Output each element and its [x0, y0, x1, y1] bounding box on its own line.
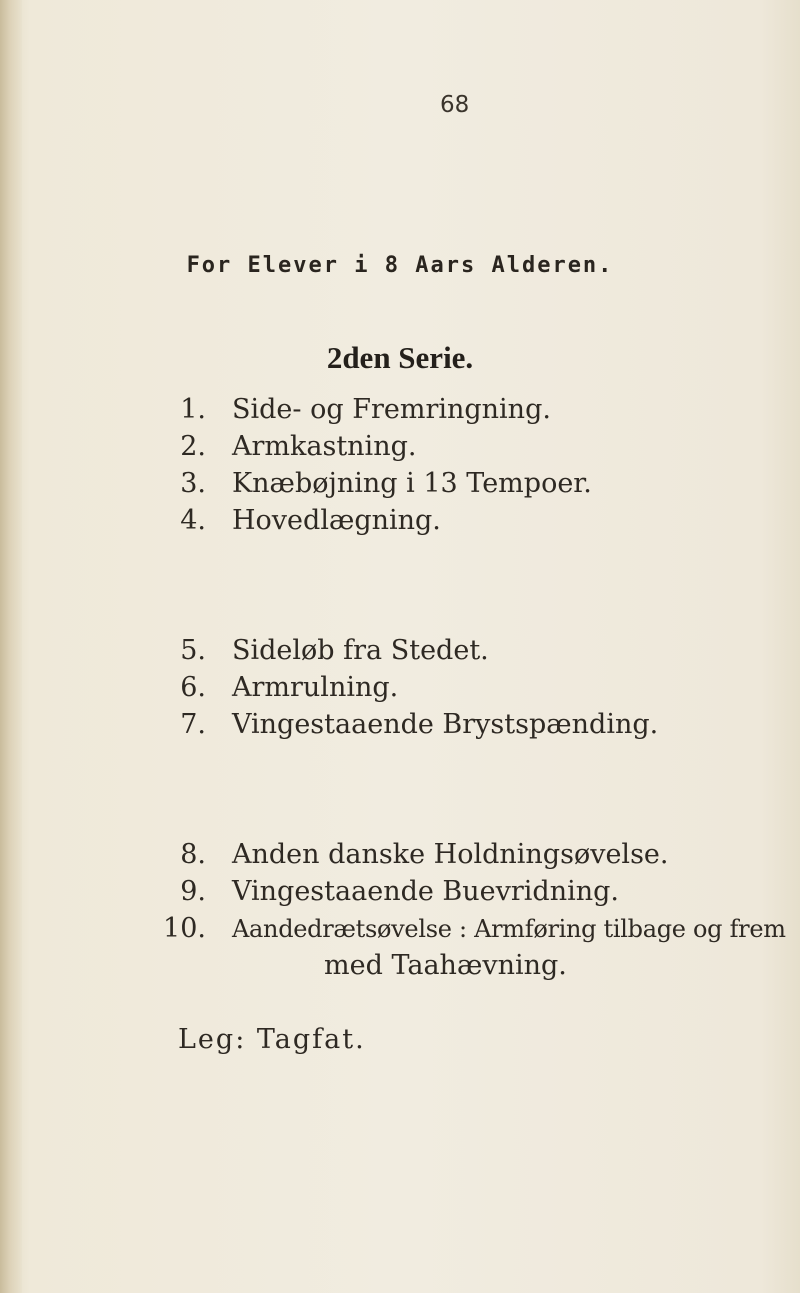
item-text: Armrulning.: [232, 672, 399, 703]
item-number: 8.: [180, 839, 206, 870]
item-text: Vingestaaende Buevridning.: [232, 876, 619, 907]
item-number: 2.: [180, 431, 206, 462]
item-number: 4.: [180, 505, 206, 536]
item-text: Knæbøjning i 13 Tempoer.: [232, 468, 592, 499]
leg-line: Leg: Tagfat.: [178, 1024, 366, 1055]
item-text: Sideløb fra Stedet.: [232, 635, 489, 666]
page-spine: [0, 0, 22, 1293]
item-text: Anden danske Holdningsøvelse.: [232, 839, 669, 870]
page-number: 68: [440, 92, 470, 118]
series-heading: 2den Serie.: [326, 340, 474, 375]
item-number: 1.: [180, 394, 206, 425]
item-number: 6.: [180, 672, 206, 703]
item-number: 7.: [180, 709, 206, 740]
item-text: Aandedrætsøvelse : Armføring tilbage og frem: [232, 915, 786, 943]
item-text: med Taahævning.: [324, 950, 567, 981]
item-number: 3.: [180, 468, 206, 499]
item-text: Hovedlægning.: [232, 505, 441, 536]
item-text: Armkastning.: [232, 431, 417, 462]
item-number: 9.: [180, 876, 206, 907]
item-text: Vingestaaende Brystspænding.: [232, 709, 659, 740]
page-title: For Elever i 8 Aars Alderen.: [186, 253, 614, 278]
item-text: Side- og Fremringning.: [232, 394, 551, 425]
item-number: 10.: [163, 913, 206, 944]
item-number: 5.: [180, 635, 206, 666]
